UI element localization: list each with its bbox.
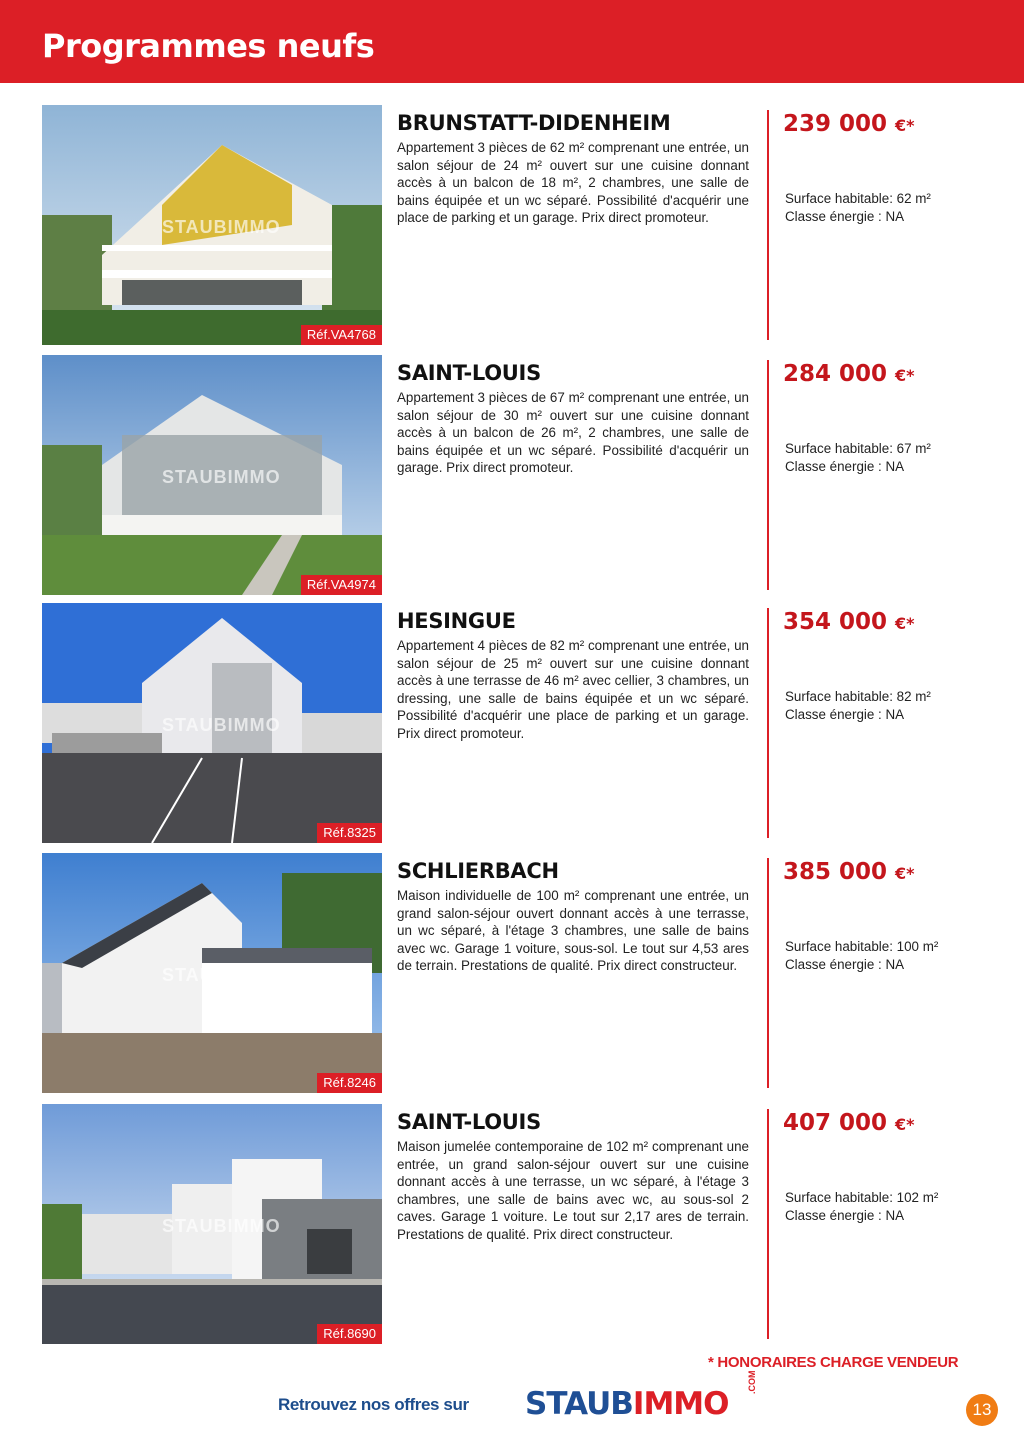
- watermark: STAUBIMMO: [162, 1216, 281, 1236]
- energy-class-text: Classe énergie : NA: [785, 459, 905, 474]
- staubimmo-logo[interactable]: [525, 1370, 757, 1422]
- reference-label: Réf.8690: [317, 1324, 382, 1344]
- page-title: Programmes neufs: [42, 27, 375, 65]
- property-photo[interactable]: [42, 853, 382, 1093]
- reference-label: Réf.8325: [317, 823, 382, 843]
- listing-card[interactable]: [0, 1104, 1024, 1344]
- reference-label: Réf.VA4768: [301, 325, 382, 345]
- listing-description: Maison individuelle de 100 m² comprenant une entrée, un grand salon-séjour ouvert donnant accès à une terrasse, un wc séparé, à l'étage 3 chambres, une salle de bains avec wc. Garage 1 voiture, sous-sol. Le tout sur 4,53 ares de terrain. Prestations de qualité. Prix direct constructeur.: [397, 888, 749, 974]
- property-photo[interactable]: [42, 355, 382, 595]
- energy-class-text: Classe énergie : NA: [785, 957, 905, 972]
- price-currency: €*: [895, 1115, 915, 1134]
- energy-class-text: Classe énergie : NA: [785, 209, 905, 224]
- listing-description: Maison jumelée contemporaine de 102 m² comprenant une entrée, un grand salon-séjour ouvert sur une cuisine donnant accès à une terrasse, un wc séparé, à l'étage 3 chambres, une salle de bains avec wc, au sous-sol 2 caves. Garage 1 voiture. Le tout sur 2,17 ares de terrain. Prestations de qualité. Prix direct constructeur.: [397, 1139, 749, 1242]
- watermark: STAUBIMMO: [162, 217, 281, 237]
- listing-city[interactable]: SCHLIERBACH: [397, 859, 559, 883]
- price-value: 385 000: [783, 859, 888, 885]
- listing-price: [783, 360, 915, 390]
- surface-text: Surface habitable: 62 m²: [785, 191, 931, 206]
- divider: [767, 858, 769, 1088]
- price-value: 354 000: [783, 609, 888, 635]
- listing-card[interactable]: [0, 105, 1024, 345]
- listing-price: [783, 608, 915, 638]
- listing-info: [397, 360, 749, 477]
- surface-text: Surface habitable: 67 m²: [785, 441, 931, 456]
- listing-price: [783, 1109, 915, 1139]
- divider: [767, 110, 769, 340]
- listing-city[interactable]: HESINGUE: [397, 609, 516, 633]
- reference-label: Réf.8246: [317, 1073, 382, 1093]
- listing-description: Appartement 3 pièces de 62 m² comprenant une entrée, un salon séjour de 24 m² ouvert sur une cuisine donnant accès à un balcon de 18 m², 2 chambres, une salle de bains équipée et un wc séparé. Possibilité d'acquérir une place de parking et un garage. Prix direct promoteur.: [397, 140, 749, 226]
- listing-info: [397, 608, 749, 743]
- listing-specs: [785, 938, 938, 974]
- listing-specs: [785, 440, 931, 476]
- listing-info: [397, 1109, 749, 1244]
- price-currency: €*: [895, 366, 915, 385]
- listing-city[interactable]: BRUNSTATT-DIDENHEIM: [397, 111, 671, 135]
- listing-city[interactable]: SAINT-LOUIS: [397, 361, 541, 385]
- price-value: 239 000: [783, 111, 888, 137]
- energy-class-text: Classe énergie : NA: [785, 1208, 905, 1223]
- listing-info: [397, 858, 749, 975]
- watermark: STAUBIMMO: [162, 467, 281, 487]
- watermark: STAUBIMMO: [162, 715, 281, 735]
- price-currency: €*: [895, 864, 915, 883]
- surface-text: Surface habitable: 100 m²: [785, 939, 939, 954]
- page-number-badge: 13: [966, 1394, 998, 1426]
- listing-description: Appartement 4 pièces de 82 m² comprenant une entrée, un salon séjour de 25 m² ouvert sur une cuisine donnant accès à une terrasse de 46 m² avec cellier, 3 chambres, un dressing, une salle de bains équipée et un wc séparé. Possibilité d'acquérir une place de parking et un garage. Prix direct promoteur.: [397, 638, 749, 741]
- logo-suffix: .COM: [747, 1370, 757, 1394]
- surface-text: Surface habitable: 102 m²: [785, 1190, 939, 1205]
- divider: [767, 1109, 769, 1339]
- listing-info: [397, 110, 749, 227]
- price-currency: €*: [895, 116, 915, 135]
- listing-card[interactable]: [0, 355, 1024, 595]
- listing-description: Appartement 3 pièces de 67 m² comprenant une entrée, un salon séjour de 30 m² ouvert sur une cuisine donnant accès à un balcon de 26 m², 2 chambres, une salle de bains équipée et un wc séparé. Possibilité d'acquérir un garage. Prix direct promoteur.: [397, 390, 749, 476]
- logo-part-immo: IMMO: [632, 1386, 729, 1422]
- fees-footnote: * HONORAIRES CHARGE VENDEUR: [708, 1354, 959, 1371]
- price-value: 284 000: [783, 361, 888, 387]
- listing-card[interactable]: [0, 603, 1024, 843]
- listing-specs: [785, 688, 931, 724]
- offers-text: Retrouvez nos offres sur: [278, 1395, 469, 1414]
- property-photo[interactable]: [42, 603, 382, 843]
- price-value: 407 000: [783, 1110, 888, 1136]
- listing-price: [783, 110, 915, 140]
- listing-city[interactable]: SAINT-LOUIS: [397, 1110, 541, 1134]
- divider: [767, 608, 769, 838]
- listing-specs: [785, 1189, 938, 1225]
- property-photo[interactable]: [42, 1104, 382, 1344]
- divider: [767, 360, 769, 590]
- surface-text: Surface habitable: 82 m²: [785, 689, 931, 704]
- listing-card[interactable]: [0, 853, 1024, 1093]
- page-header: [0, 0, 1024, 83]
- listing-price: [783, 858, 915, 888]
- price-currency: €*: [895, 614, 915, 633]
- reference-label: Réf.VA4974: [301, 575, 382, 595]
- listing-specs: [785, 190, 931, 226]
- energy-class-text: Classe énergie : NA: [785, 707, 905, 722]
- logo-part-staub: STAUB: [525, 1386, 633, 1422]
- watermark: STAUBIMMO: [162, 965, 281, 985]
- property-photo[interactable]: [42, 105, 382, 345]
